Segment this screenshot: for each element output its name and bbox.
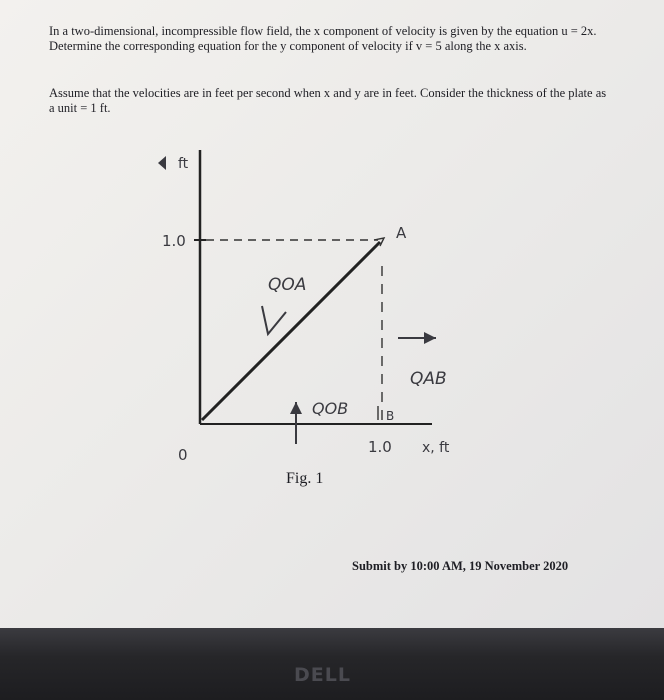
q-ab-label: QAB — [410, 369, 447, 389]
x-axis-label: x, ft — [422, 440, 450, 456]
submission-deadline: Submit by 10:00 AM, 19 November 2020 — [352, 559, 569, 573]
problem-statement: In a two-dimensional, incompressible flow field, the x component of velocity is given by the equation u = 2x. Determine the corresponding equation for the y component of velocity if v = 5 along the x axis. — [49, 24, 597, 53]
point-b-label: B — [386, 409, 395, 423]
dell-logo: DELL — [294, 664, 351, 686]
q-ob-label: QOB — [312, 399, 349, 418]
q-oa-label: QOA — [268, 275, 307, 295]
arrow-oa-icon — [262, 306, 286, 334]
y-arrow-icon — [158, 156, 166, 170]
point-a-label: A — [396, 224, 407, 242]
origin-label: 0 — [178, 446, 188, 464]
assumption-statement: Assume that the velocities are in feet per second when x and y are in feet. Consider the thickness of the plate as a unit = 1 ft. — [49, 86, 607, 115]
y-tick-label: 1.0 — [162, 232, 186, 250]
figure-caption: Fig. 1 — [286, 470, 324, 487]
x-tick-label: 1.0 — [368, 438, 392, 456]
diagonal-oa — [202, 242, 380, 420]
y-axis-label: ft — [178, 156, 189, 172]
